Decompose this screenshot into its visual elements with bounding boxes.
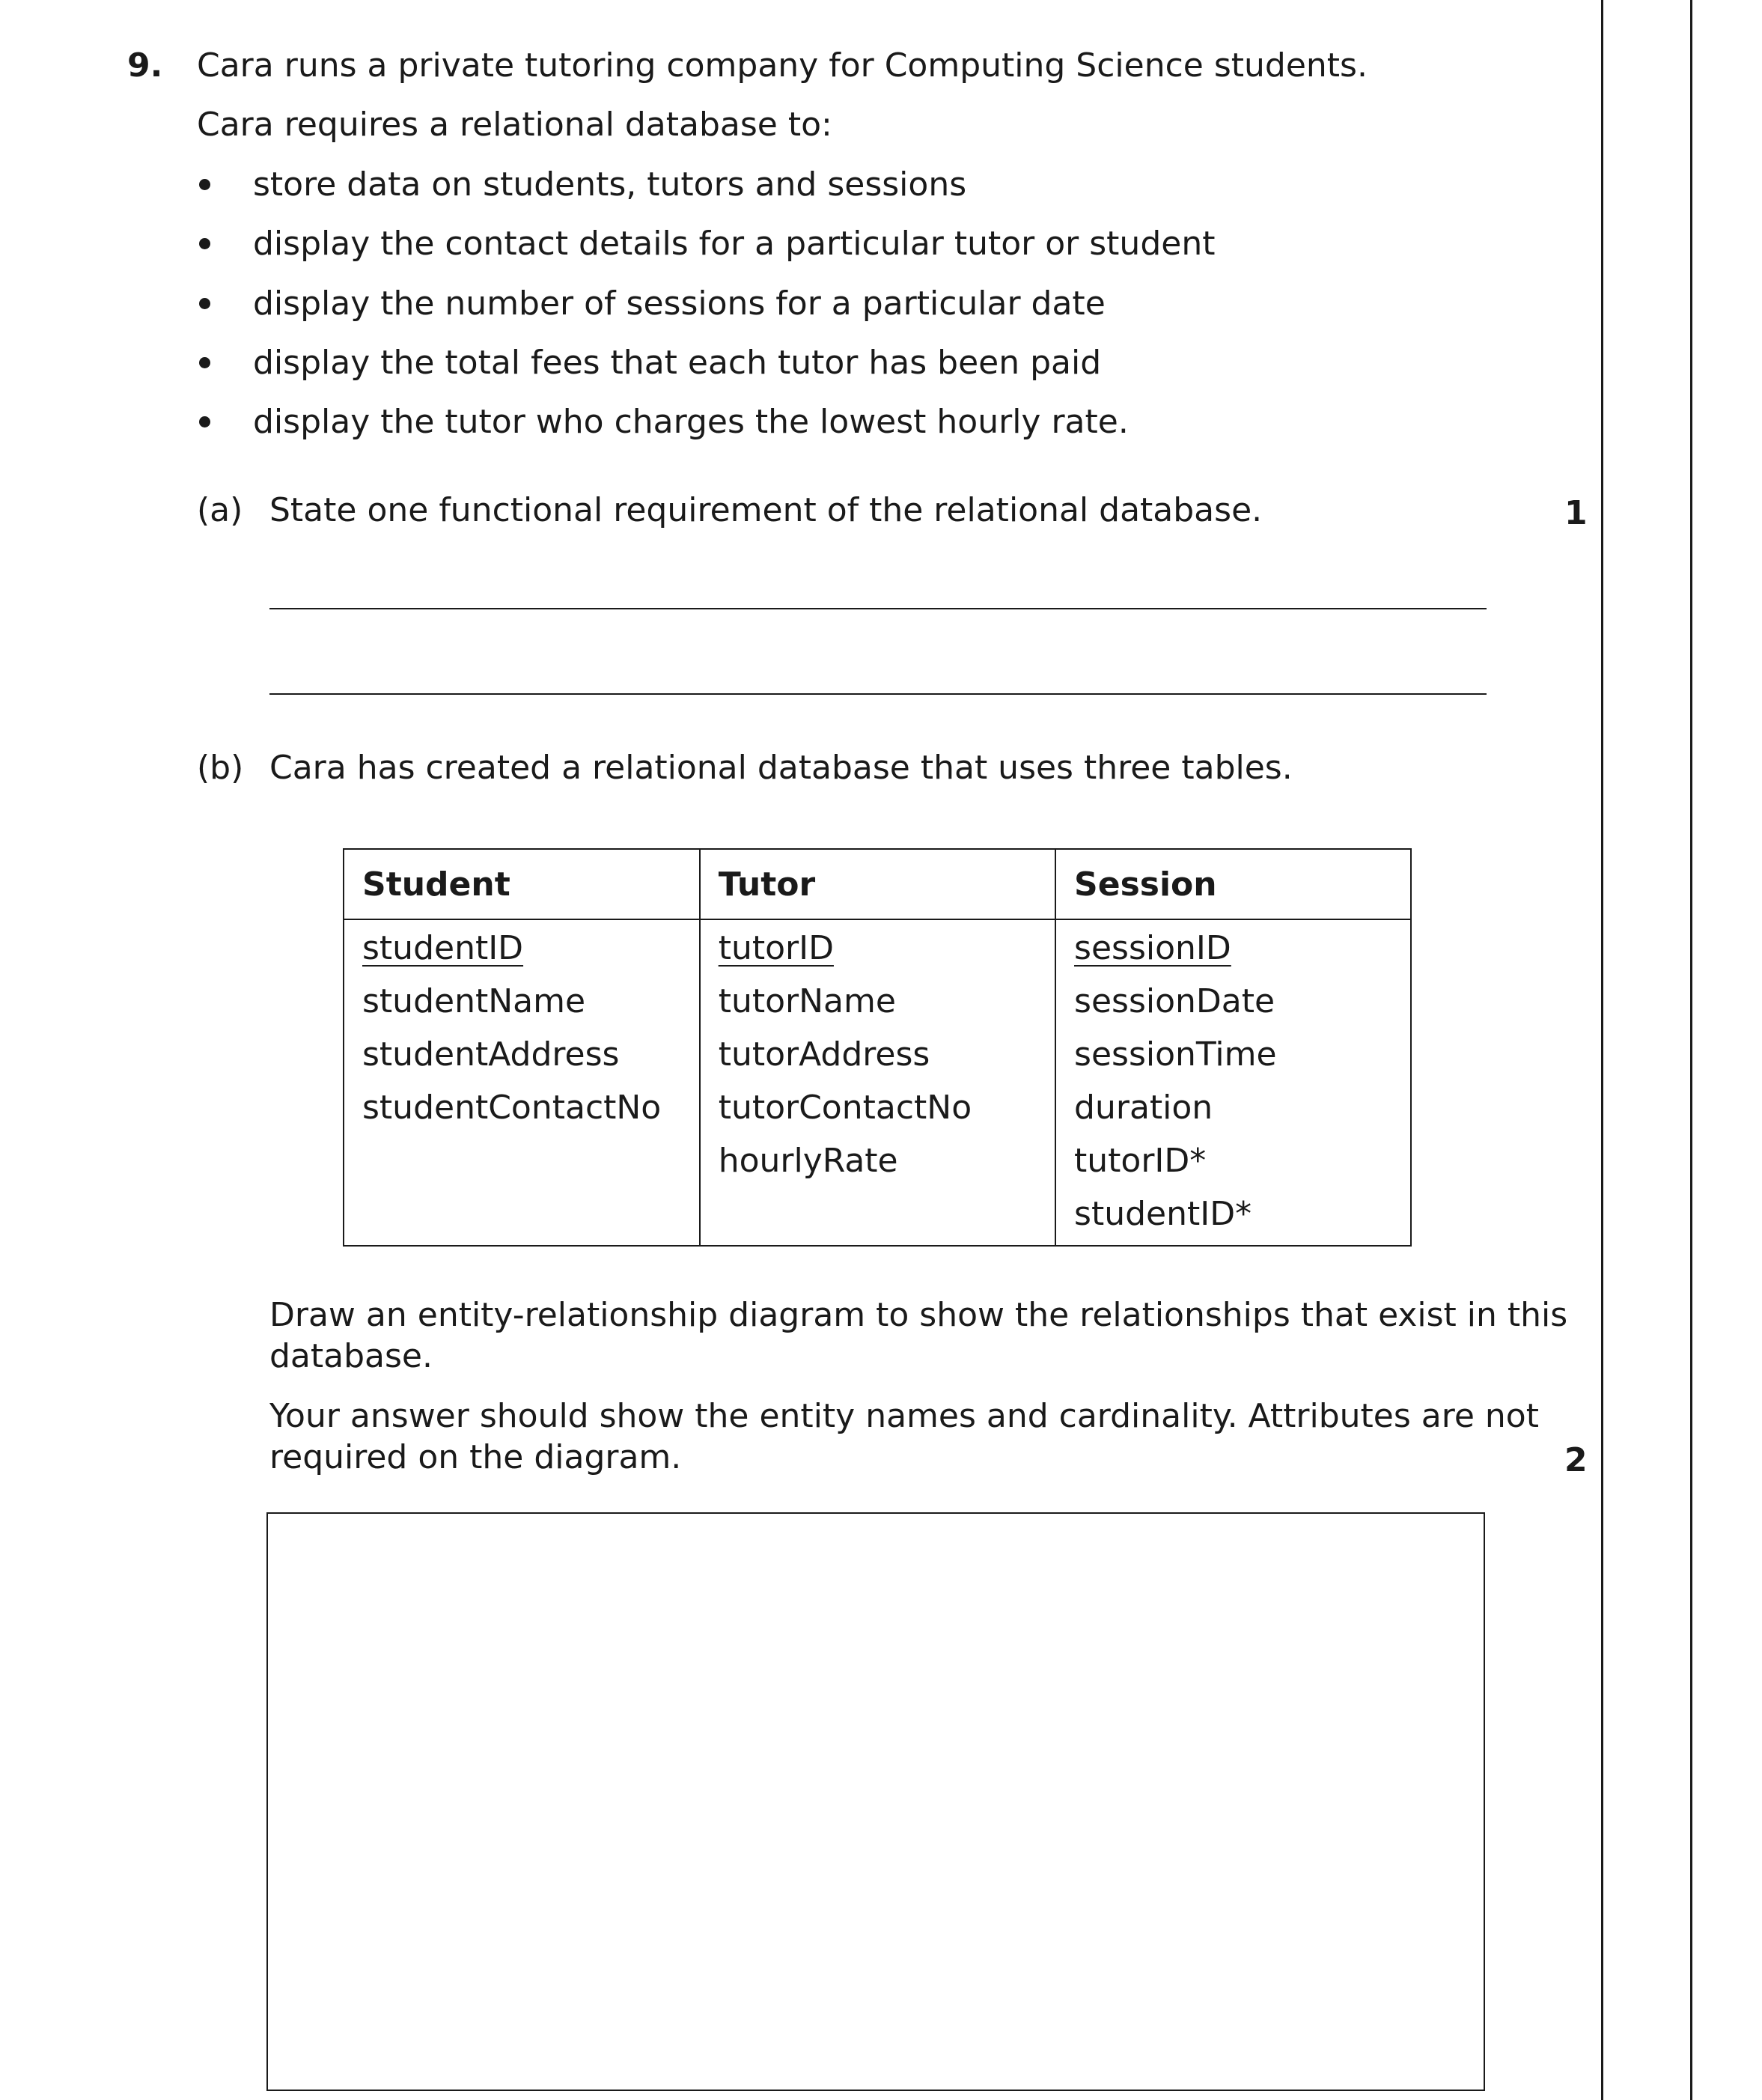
bullet-icon: [199, 179, 210, 190]
question-intro-line2: Cara requires a relational database to:: [197, 106, 832, 144]
margin-divider: [1601, 0, 1603, 2100]
primary-key: sessionID: [1074, 929, 1231, 967]
list-item: display the total fees that each tutor has been paid: [253, 344, 1102, 382]
bullet-icon: [199, 298, 210, 309]
primary-key: tutorID: [718, 929, 834, 967]
attribute: tutorContactNo: [718, 1089, 972, 1127]
session-attributes: [1055, 919, 1411, 1246]
attribute: studentAddress: [362, 1035, 620, 1074]
attribute: sessionDate: [1074, 982, 1275, 1020]
part-b-question: Cara has created a relational database that uses three tables.: [269, 749, 1293, 787]
attribute: tutorName: [718, 982, 896, 1020]
diagram-answer-box[interactable]: [266, 1512, 1485, 2091]
question-number: 9.: [127, 46, 163, 85]
attribute: studentContactNo: [362, 1089, 662, 1127]
bullet-icon: [199, 357, 210, 368]
bullet-icon: [199, 238, 210, 249]
part-b-label: (b): [197, 749, 244, 787]
attribute: studentName: [362, 982, 586, 1020]
part-b-instruction-cont: required on the diagram.: [269, 1438, 682, 1476]
database-tables: [343, 848, 1412, 1247]
table-header-student: Student: [344, 849, 700, 919]
attribute: duration: [1074, 1089, 1213, 1127]
primary-key: studentID: [362, 929, 524, 967]
table-header-session: Session: [1055, 849, 1411, 919]
attribute: tutorAddress: [718, 1035, 930, 1074]
part-a-question: State one functional requirement of the relational database.: [269, 491, 1263, 529]
student-attributes: [344, 919, 700, 1246]
part-b-instruction-cont: database.: [269, 1337, 433, 1375]
attribute: hourlyRate: [718, 1142, 898, 1180]
answer-line[interactable]: [269, 608, 1487, 609]
part-b-marks: 2: [1564, 1441, 1588, 1479]
list-item: display the contact details for a particular tutor or student: [253, 225, 1216, 263]
part-b-instruction: Draw an entity-relationship diagram to show the relationships that exist in this: [269, 1296, 1568, 1334]
answer-line[interactable]: [269, 693, 1487, 695]
attribute: sessionTime: [1074, 1035, 1277, 1074]
part-a-label: (a): [197, 491, 243, 529]
bullet-icon: [199, 416, 210, 427]
margin-divider: [1690, 0, 1692, 2100]
table-header-tutor: Tutor: [700, 849, 1055, 919]
list-item: display the number of sessions for a particular date: [253, 284, 1106, 323]
list-item: store data on students, tutors and sessions: [253, 165, 967, 204]
part-a-marks: 1: [1564, 494, 1588, 532]
foreign-key: studentID*: [1074, 1195, 1252, 1233]
tutor-attributes: [700, 919, 1055, 1246]
list-item: display the tutor who charges the lowest hourly rate.: [253, 403, 1129, 441]
foreign-key: tutorID*: [1074, 1142, 1207, 1180]
question-intro: Cara runs a private tutoring company for Computing Science students.: [197, 46, 1368, 85]
part-b-instruction: Your answer should show the entity names and cardinality. Attributes are not: [269, 1397, 1539, 1435]
